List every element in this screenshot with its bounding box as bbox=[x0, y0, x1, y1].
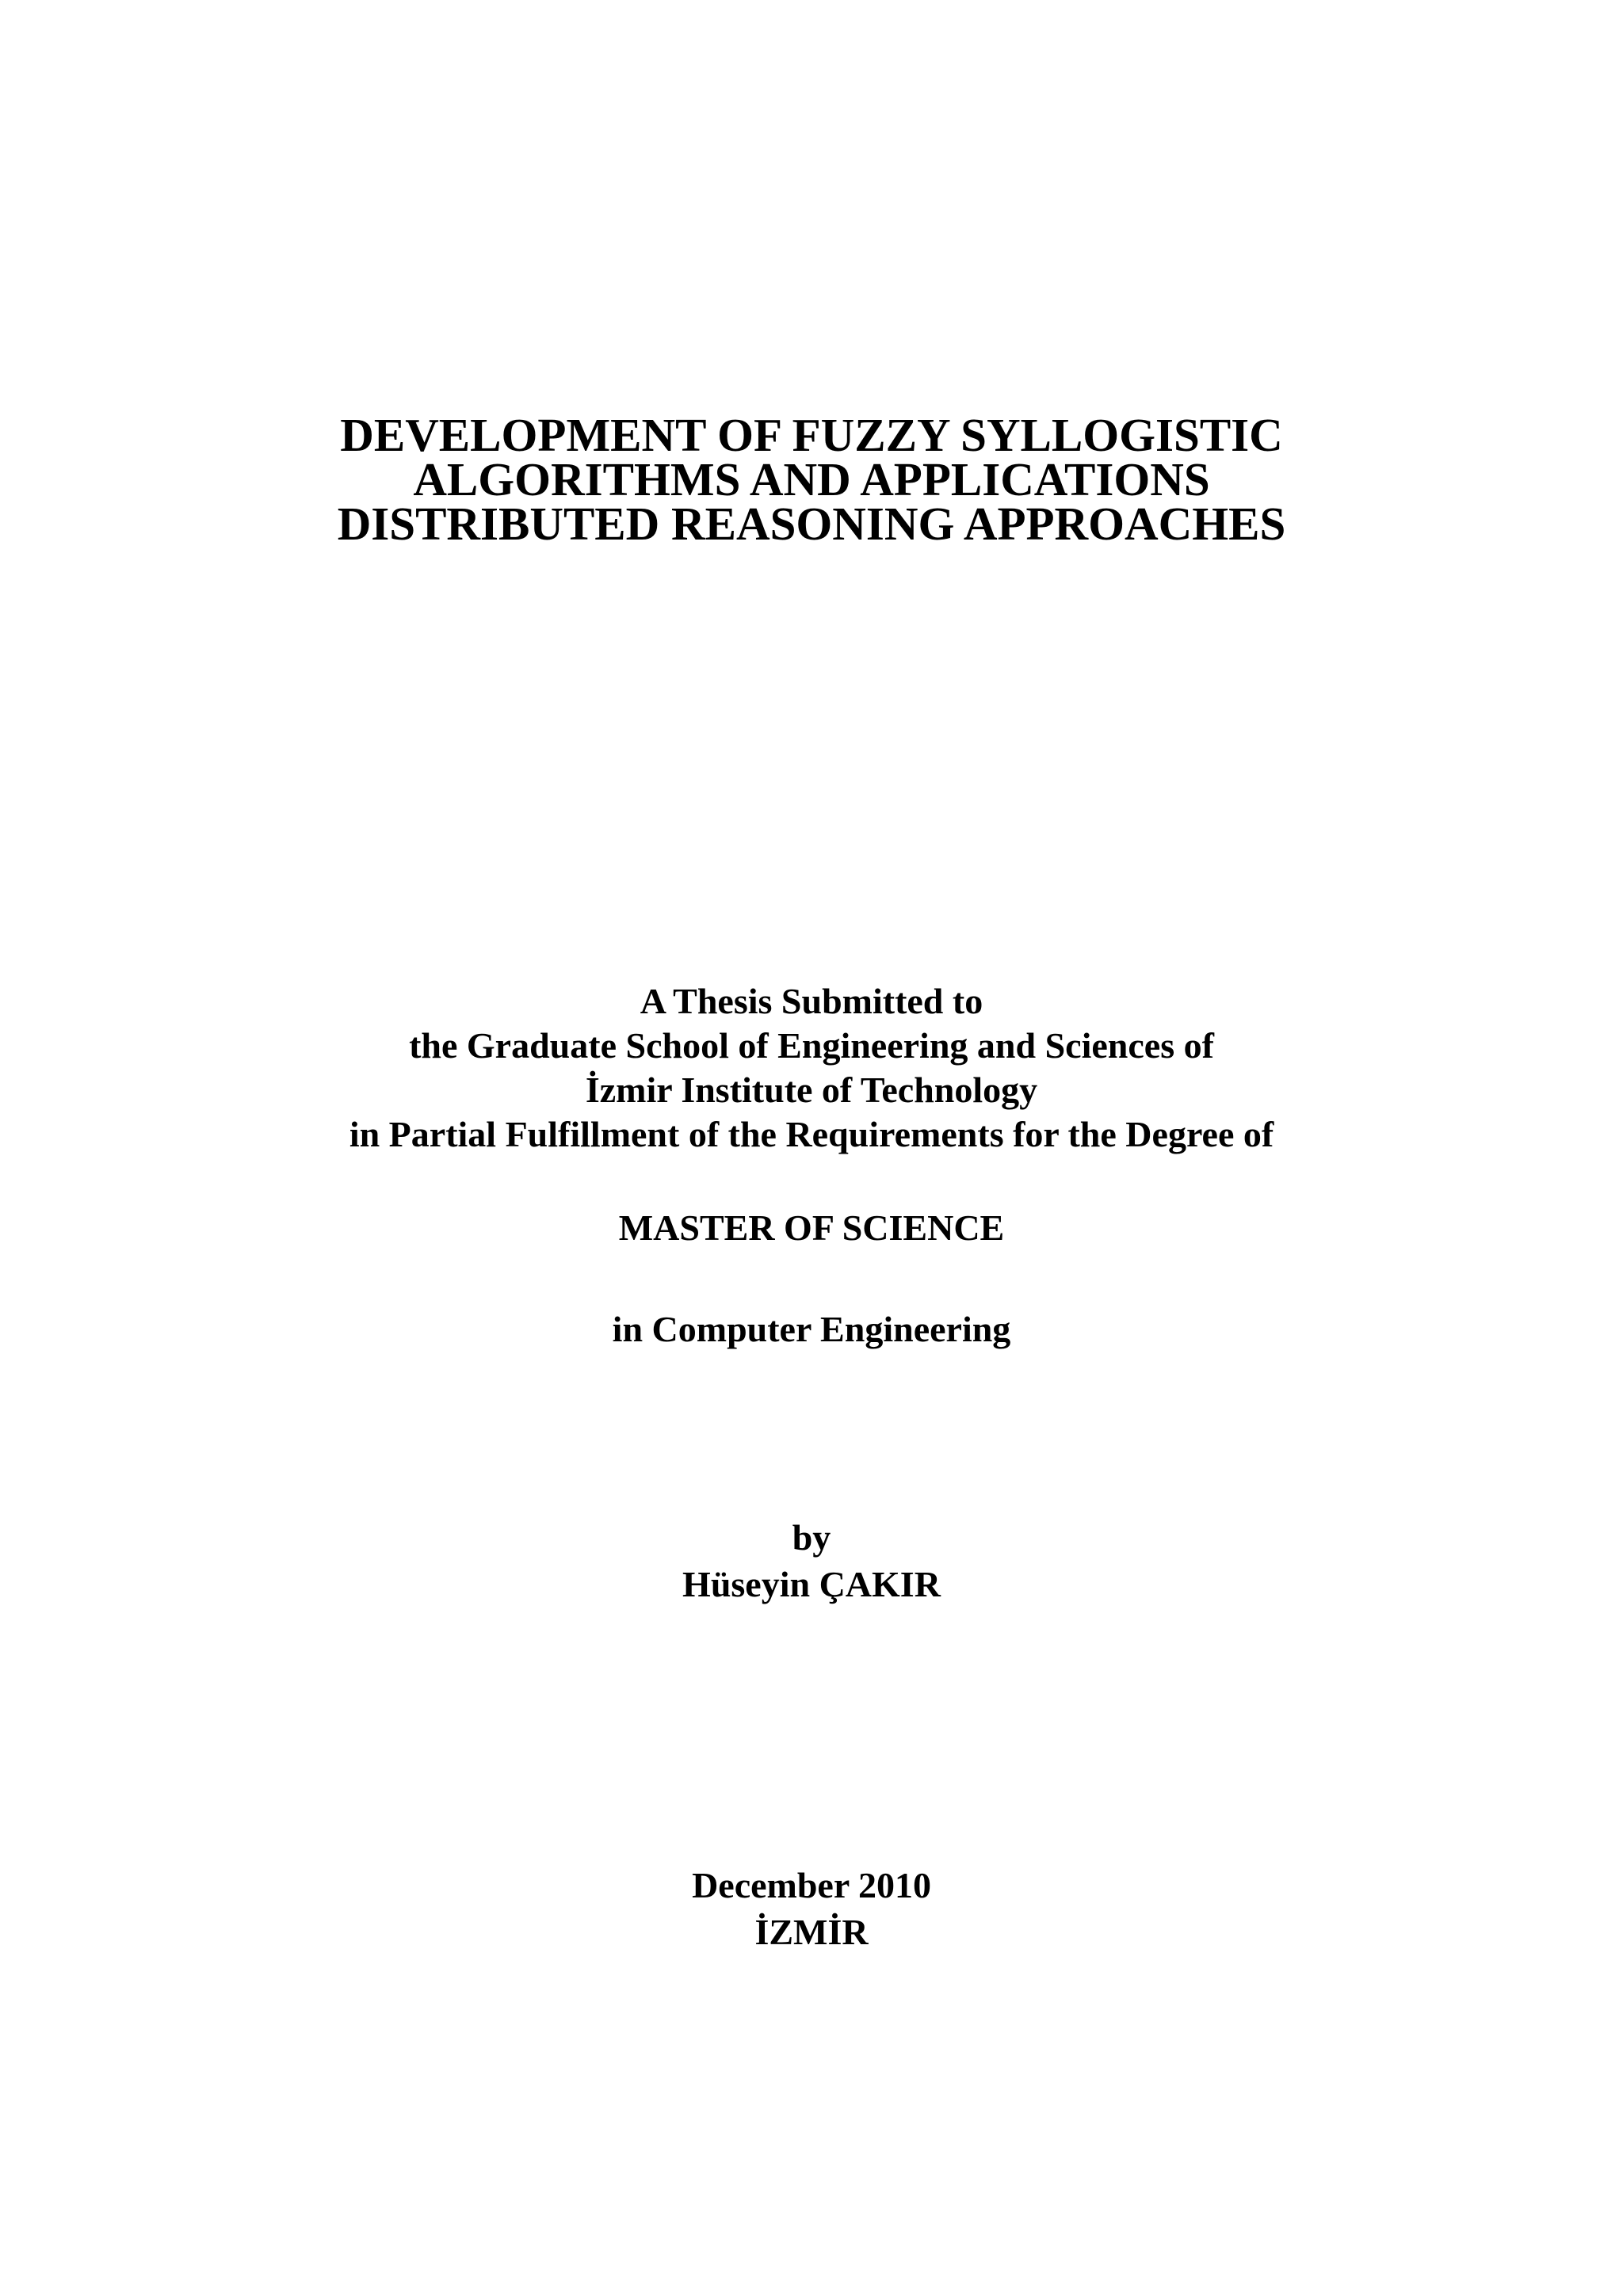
by-label: by bbox=[792, 1517, 831, 1558]
submission-line: in Partial Fulfillment of the Requirements for the Degree of bbox=[349, 1114, 1274, 1154]
degree-name: MASTER OF SCIENCE bbox=[618, 1207, 1005, 1248]
submission-place: İZMİR bbox=[754, 1912, 869, 1952]
submission-statement bbox=[0, 979, 1623, 1157]
submission-line: the Graduate School of Engineering and Sciences of bbox=[409, 1025, 1214, 1066]
author-name: Hüseyin ÇAKIR bbox=[682, 1564, 941, 1604]
submission-line: İzmir Institute of Technology bbox=[585, 1070, 1038, 1110]
degree-field: in Computer Engineering bbox=[612, 1309, 1011, 1349]
submission-line: A Thesis Submitted to bbox=[640, 981, 983, 1021]
title-line: ALGORITHMS AND APPLICATIONS bbox=[413, 453, 1210, 505]
submission-date: December 2010 bbox=[692, 1865, 931, 1905]
title-line: DISTRIBUTED REASONING APPROACHES bbox=[337, 498, 1286, 550]
thesis-title bbox=[0, 409, 1623, 550]
title-line: DEVELOPMENT OF FUZZY SYLLOGISTIC bbox=[340, 409, 1283, 461]
